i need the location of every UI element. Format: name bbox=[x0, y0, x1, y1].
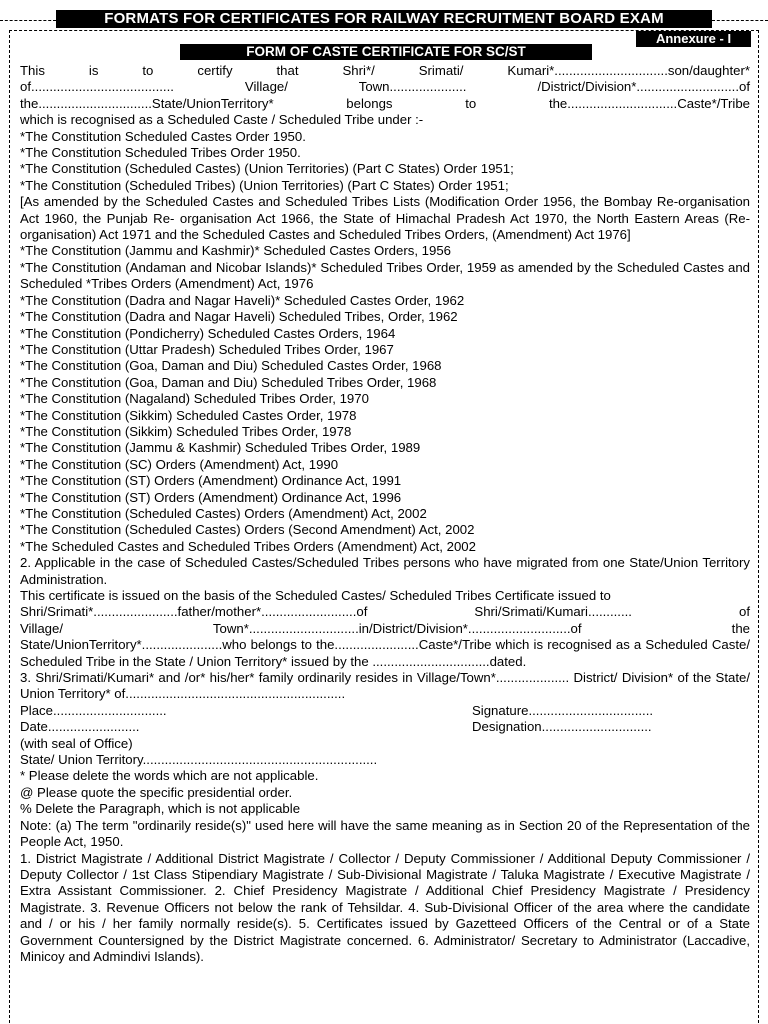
place-field: Place............................... bbox=[20, 702, 167, 718]
basis-line: Shri/Srimati*.......................father/mother*..........................of Shri/Srimati/Kumari............ of bbox=[20, 604, 750, 620]
order-item: *The Constitution (Dadra and Nagar Haveli)* Scheduled Castes Order, 1962 bbox=[20, 292, 465, 308]
order-item: *The Constitution (Pondicherry) Scheduled Castes Orders, 1964 bbox=[20, 325, 396, 341]
order-item: *The Constitution (Goa, Daman and Diu) Scheduled Tribes Order, 1968 bbox=[20, 374, 437, 390]
note-a: Note: (a) The term "ordinarily reside(s)" used here will have the same meaning as in Section 20 of the Representation of the People Act, 1950. bbox=[20, 817, 750, 850]
order-item: *The Scheduled Castes and Scheduled Tribes Orders (Amendment) Act, 2002 bbox=[20, 538, 476, 554]
footnote: @ Please quote the specific presidential order. bbox=[20, 784, 293, 800]
order-item: *The Constitution (Sikkim) Scheduled Tribes Order, 1978 bbox=[20, 423, 352, 439]
annexure-label: Annexure - I bbox=[636, 31, 751, 47]
order-item: *The Constitution (Jammu & Kashmir) Scheduled Tribes Order, 1989 bbox=[20, 440, 421, 456]
footnote: * Please delete the words which are not applicable. bbox=[20, 768, 319, 784]
order-item: *The Constitution (Scheduled Castes) (Union Territories) (Part C States) Order 1951; bbox=[20, 161, 514, 177]
paragraph-3: 3. Shri/Srimati/Kumari* and /or* his/her* family ordinarily resides in Village/Town*.................... District/ Division* of the State/ Union Territory* of............................................................ bbox=[20, 670, 750, 702]
date-field: Date......................... bbox=[20, 719, 140, 735]
footnote: % Delete the Paragraph, which is not applicable bbox=[20, 801, 301, 817]
order-item: *The Constitution (Andaman and Nicobar Islands)* Scheduled Tribes Order, 1959 as amended by the Scheduled Castes and Scheduled *Tribes Orders (Amendment) Act, 1976 bbox=[20, 259, 750, 292]
order-item: *The Constitution (Jammu and Kashmir)* Scheduled Castes Orders, 1956 bbox=[20, 243, 451, 259]
order-item: *The Constitution (Dadra and Nagar Haveli) Scheduled Tribes, Order, 1962 bbox=[20, 309, 458, 325]
order-item: *The Constitution (Uttar Pradesh) Scheduled Tribes Order, 1967 bbox=[20, 341, 394, 357]
amendment-note: [As amended by the Scheduled Castes and Scheduled Tribes Lists (Modification Order 1956, the Bombay Re-organisation Act 1960, the Punjab Re- organisation Act 1966, the State of Himachal Pradesh Act 1970, the North Eastern Areas (Re-organisation) Act 1971 and the Scheduled Castes and Scheduled Tribes Orders, (Amendment) Act 1976] bbox=[20, 194, 750, 243]
seal-note: (with seal of Office) bbox=[20, 735, 133, 751]
authority-list: 1. District Magistrate / Additional District Magistrate / Collector / Deputy Commissioner / Additional Deputy Commissioner / Deputy Collector / 1st Class Stipendiary Magistrate / Sub-Divisional Magistrate / Taluka Magistrate / Executive Magistrate / Extra Assistant Commissioner. 2. Chief Presidency Magistrate / Additional Chief Presidency Magistrate / Presidency Magistrate. 3. Revenue Officers not below the rank of Tehsildar. 4. Sub-Divisional Officer of the area where the candidate and / or his / her family normally reside(s). 5. Certificates issued by Gazetteed Officers of the Central or of a State Government Countersigned by the District Magistrate concerned. 6. Administrator/ Secretary to Administrator (Laccadive, Minicoy and Admindivi Islands). bbox=[20, 850, 750, 964]
certificate-body bbox=[20, 63, 750, 965]
order-item: *The Constitution Scheduled Tribes Order 1950. bbox=[20, 145, 301, 161]
form-title: FORM OF CASTE CERTIFICATE FOR SC/ST bbox=[180, 44, 592, 60]
date-designation-row bbox=[20, 719, 750, 735]
intro-line: of....................................... Village/ Town..................... /District/Division*............................of bbox=[20, 79, 750, 95]
place-signature-row bbox=[20, 703, 750, 719]
paragraph-2: 2. Applicable in the case of Scheduled Castes/Scheduled Tribes persons who have migrated from one State/Union Territory Administration. bbox=[20, 555, 750, 587]
order-item: *The Constitution (Sikkim) Scheduled Castes Order, 1978 bbox=[20, 407, 357, 423]
order-item: *The Constitution (ST) Orders (Amendment) Ordinance Act, 1996 bbox=[20, 489, 402, 505]
order-item: *The Constitution (SC) Orders (Amendment) Act, 1990 bbox=[20, 456, 339, 472]
intro-line: the...............................State/UnionTerritory* belongs to the..............................Caste*/Tribe bbox=[20, 95, 750, 111]
order-item: *The Constitution (Nagaland) Scheduled Tribes Order, 1970 bbox=[20, 391, 369, 407]
page-title: FORMATS FOR CERTIFICATES FOR RAILWAY RECRUITMENT BOARD EXAM bbox=[56, 10, 712, 28]
intro-line: which is recognised as a Scheduled Caste / Scheduled Tribe under :- bbox=[20, 112, 424, 128]
signature-field: Signature.................................. bbox=[472, 702, 654, 718]
order-item: *The Constitution (Scheduled Castes) Orders (Amendment) Act, 2002 bbox=[20, 505, 427, 521]
order-item: *The Constitution (Scheduled Tribes) (Union Territories) (Part C States) Order 1951; bbox=[20, 177, 509, 193]
top-dashed-line-left bbox=[0, 20, 56, 21]
intro-line: This is to certify that Shri*/ Srimati/ Kumari*...............................son/daughter* bbox=[20, 63, 750, 78]
designation-field: Designation.............................. bbox=[472, 719, 652, 735]
basis-line: This certificate is issued on the basis of the Scheduled Castes/ Scheduled Tribes Certificate issued to bbox=[20, 588, 611, 603]
basis-line: Village/ Town*..............................in/District/Division*............................of the bbox=[20, 620, 750, 636]
order-item: *The Constitution Scheduled Castes Order 1950. bbox=[20, 128, 306, 144]
basis-line: State/UnionTerritory*......................who belongs to the.......................Caste*/Tribe which is recognised as a Scheduled Caste/ Scheduled Tribe in the State / Union Territory* issued by the ................................dated. bbox=[20, 637, 750, 669]
order-item: *The Constitution (ST) Orders (Amendment) Ordinance Act, 1991 bbox=[20, 473, 402, 489]
top-dashed-line-right bbox=[712, 20, 768, 21]
order-item: *The Constitution (Scheduled Castes) Orders (Second Amendment) Act, 2002 bbox=[20, 522, 475, 538]
state-field: State/ Union Territory................................................................ bbox=[20, 752, 378, 768]
order-item: *The Constitution (Goa, Daman and Diu) Scheduled Castes Order, 1968 bbox=[20, 358, 442, 374]
